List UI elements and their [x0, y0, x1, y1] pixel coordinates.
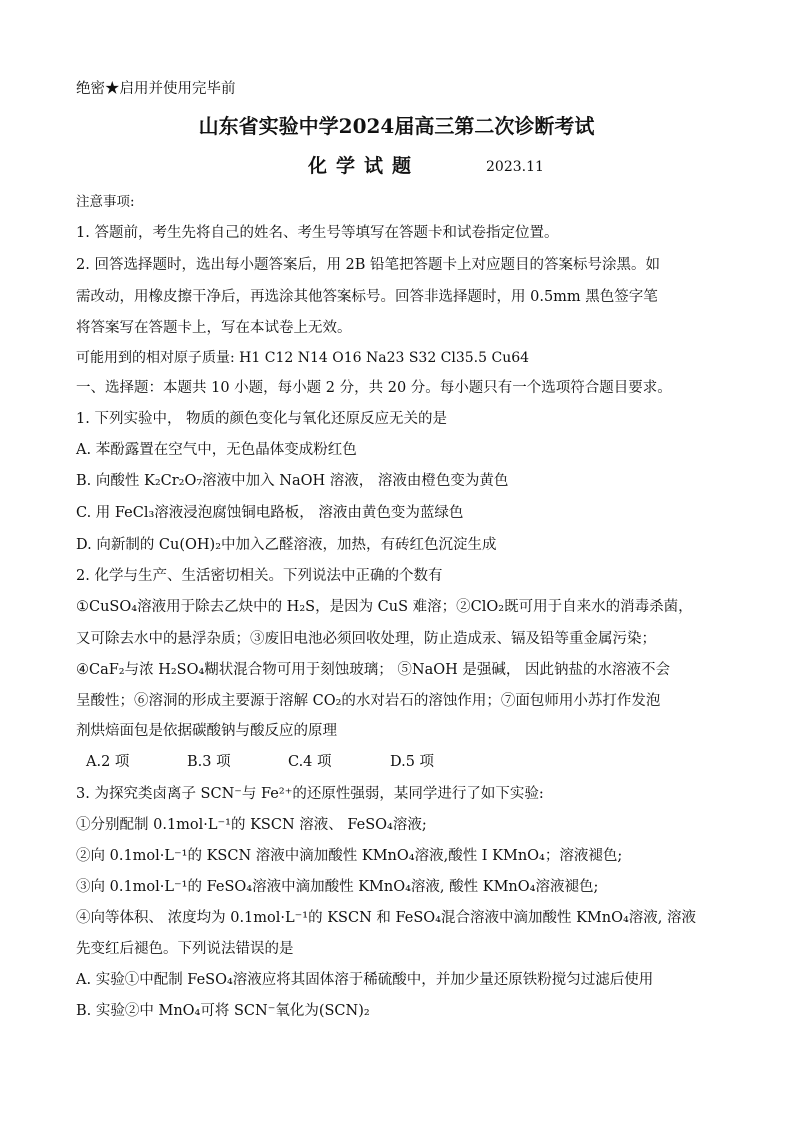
q2-option-a: A.2 项 [86, 754, 130, 770]
q1-option-a: A. 苯酚露置在空气中，无色晶体变成粉红色 [76, 442, 357, 458]
atomic-masses: 可能用到的相对原子质量: H1 C12 N14 O16 Na23 S32 Cl35.5 Cu64 [76, 350, 530, 366]
notice-item-1: 1. 答题前，考生先将自己的姓名、考生号等填写在答题卡和试卷指定位置。 [76, 225, 559, 241]
q1-option-b: B. 向酸性 K₂Cr₂O₇溶液中加入 NaOH 溶液， 溶液由橙色变为黄色 [76, 473, 509, 489]
q3-step-4-line-1: ④向等体积、 浓度均为 0.1mol·L⁻¹的 KSCN 和 FeSO₄混合溶液中滴加酸性 KMnO₄溶液, 溶液 [76, 910, 697, 926]
q2-statement-line-5: 剂烘焙面包是依据碳酸钠与酸反应的原理 [76, 723, 337, 739]
q2-statement-line-4: 呈酸性；⑥溶洞的形成主要源于溶解 CO₂的水对岩石的溶蚀作用；⑦面包师用小苏打作发泡 [76, 693, 661, 709]
q3-step-2: ②向 0.1mol·L⁻¹的 KSCN 溶液中滴加酸性 KMnO₄溶液,酸性 I KMnO₄；溶液褪色; [76, 848, 623, 864]
q1-stem: 1. 下列实验中， 物质的颜色变化与氧化还原反应无关的是 [76, 411, 448, 427]
q3-option-b: B. 实验②中 MnO₄可将 SCN⁻氧化为(SCN)₂ [76, 1003, 370, 1019]
q2-statement-line-3: ④CaF₂与浓 H₂SO₄糊状混合物可用于刻蚀玻璃； ⑤NaOH 是强碱， 因此钠盐的水溶液不会 [76, 662, 671, 678]
notice-item-2-line-2: 需改动，用橡皮擦干净后，再选涂其他答案标号。回答非选择题时，用 0.5mm 黑色签字笔 [76, 289, 658, 305]
q2-option-c: C.4 项 [288, 754, 332, 770]
q1-option-c: C. 用 FeCl₃溶液浸泡腐蚀铜电路板， 溶液由黄色变为蓝绿色 [76, 505, 464, 521]
q3-step-3: ③向 0.1mol·L⁻¹的 FeSO₄溶液中滴加酸性 KMnO₄溶液, 酸性 KMnO₄溶液褪色; [76, 879, 599, 895]
section-1-heading: 一、选择题：本题共 10 小题，每小题 2 分，共 20 分。每小题只有一个选项符合题目要求。 [76, 380, 672, 396]
confidential-label: 绝密★启用并使用完毕前 [76, 81, 236, 97]
q2-statement-line-2: 又可除去水中的悬浮杂质；③废旧电池必须回收处理，防止造成汞、镉及铅等重金属污染； [76, 631, 656, 647]
q3-stem: 3. 为探究类卤离子 SCN⁻与 Fe²⁺的还原性强弱，某同学进行了如下实验: [76, 786, 544, 802]
q3-step-1: ①分别配制 0.1mol·L⁻¹的 KSCN 溶液、 FeSO₄溶液; [76, 817, 427, 833]
exam-date: 2023.11 [486, 159, 544, 175]
q1-option-d: D. 向新制的 Cu(OH)₂中加入乙醛溶液，加热，有砖红色沉淀生成 [76, 537, 497, 553]
q2-stem: 2. 化学与生产、生活密切相关。下列说法中正确的个数有 [76, 568, 443, 584]
exam-title: 山东省实验中学2024届高三第二次诊断考试 [198, 114, 595, 138]
notice-item-2-line-3: 将答案写在答题卡上，写在本试卷上无效。 [76, 320, 352, 336]
q2-option-d: D.5 项 [390, 754, 435, 770]
q2-statement-line-1: ①CuSO₄溶液用于除去乙炔中的 H₂S，是因为 CuS 难溶；②ClO₂既可用于自来水的消毒杀菌， [76, 599, 693, 615]
subject-title: 化学试题 [308, 155, 421, 177]
q3-step-4-line-2: 先变红后褪色。下列说法错误的是 [76, 941, 294, 957]
notice-item-2-line-1: 2. 回答选择题时，选出每小题答案后，用 2B 铅笔把答题卡上对应题目的答案标号涂黑。如 [76, 257, 661, 273]
q2-option-b: B.3 项 [187, 754, 231, 770]
notice-heading: 注意事项: [76, 194, 135, 210]
q3-option-a: A. 实验①中配制 FeSO₄溶液应将其固体溶于稀硫酸中，并加少量还原铁粉搅匀过滤后使用 [76, 972, 654, 988]
